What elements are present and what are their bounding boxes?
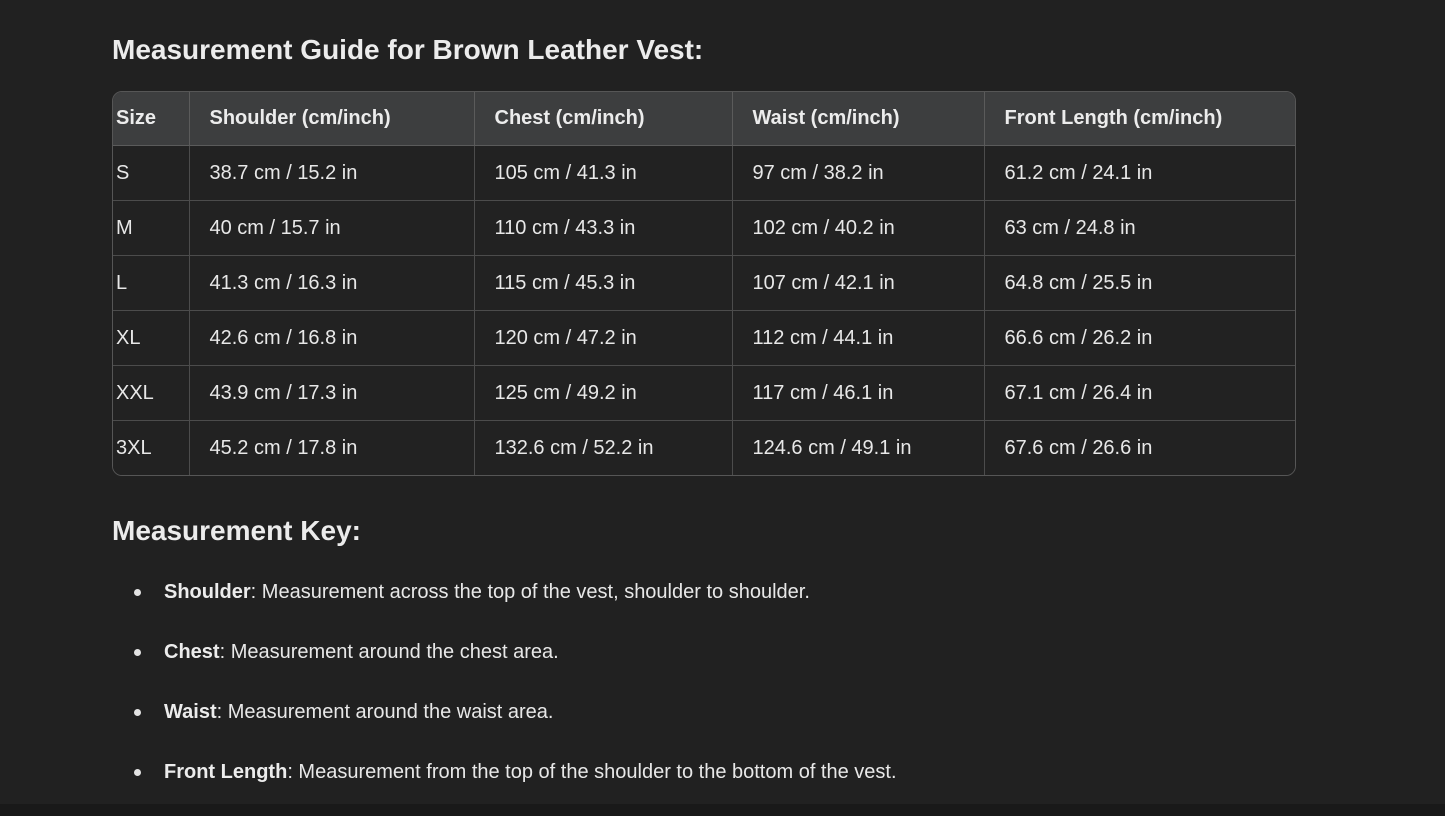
- size-chart-table: [113, 92, 1295, 475]
- measurement-cell: 112 cm / 44.1 in: [732, 311, 984, 366]
- measurement-key-heading: Measurement Key:: [112, 515, 361, 546]
- key-definition: : Measurement around the waist area.: [216, 701, 554, 723]
- size-cell: S: [113, 146, 189, 201]
- measurement-cell: 64.8 cm / 25.5 in: [984, 256, 1295, 311]
- key-item: [112, 761, 1296, 784]
- measurement-cell: 97 cm / 38.2 in: [732, 146, 984, 201]
- key-item: [112, 641, 1296, 664]
- key-term: Front Length: [164, 761, 288, 783]
- measurement-cell: 117 cm / 46.1 in: [732, 366, 984, 421]
- measurement-cell: 67.1 cm / 26.4 in: [984, 366, 1295, 421]
- key-definition: : Measurement around the chest area.: [219, 641, 559, 663]
- column-header: Shoulder (cm/inch): [189, 92, 474, 146]
- measurement-cell: 124.6 cm / 49.1 in: [732, 421, 984, 476]
- key-term: Shoulder: [164, 581, 251, 603]
- key-item: [112, 701, 1296, 724]
- key-item: [112, 581, 1296, 604]
- measurement-cell: 115 cm / 45.3 in: [474, 256, 732, 311]
- measurement-cell: 120 cm / 47.2 in: [474, 311, 732, 366]
- measurement-cell: 40 cm / 15.7 in: [189, 201, 474, 256]
- measurement-cell: 42.6 cm / 16.8 in: [189, 311, 474, 366]
- size-cell: M: [113, 201, 189, 256]
- table-row: [113, 146, 1295, 201]
- measurement-cell: 67.6 cm / 26.6 in: [984, 421, 1295, 476]
- footer-divider: [0, 804, 1445, 816]
- measurement-cell: 38.7 cm / 15.2 in: [189, 146, 474, 201]
- measurement-cell: 45.2 cm / 17.8 in: [189, 421, 474, 476]
- table-row: [113, 256, 1295, 311]
- measurement-cell: 132.6 cm / 52.2 in: [474, 421, 732, 476]
- key-definition: : Measurement across the top of the vest, shoulder to shoulder.: [250, 581, 810, 603]
- bullet-icon: [134, 769, 141, 776]
- measurement-cell: 41.3 cm / 16.3 in: [189, 256, 474, 311]
- bullet-icon: [134, 649, 141, 656]
- size-cell: XXL: [113, 366, 189, 421]
- measurement-cell: 102 cm / 40.2 in: [732, 201, 984, 256]
- page-title: Measurement Guide for Brown Leather Vest:: [112, 34, 704, 65]
- measurement-cell: 107 cm / 42.1 in: [732, 256, 984, 311]
- table-header-row: [113, 92, 1295, 146]
- size-cell: XL: [113, 311, 189, 366]
- table-row: [113, 421, 1295, 476]
- column-header: Size: [113, 92, 189, 146]
- table-row: [113, 366, 1295, 421]
- column-header: Front Length (cm/inch): [984, 92, 1295, 146]
- table-body: [113, 146, 1295, 476]
- measurement-cell: 105 cm / 41.3 in: [474, 146, 732, 201]
- size-chart-table-wrapper: [112, 91, 1296, 476]
- measurement-cell: 125 cm / 49.2 in: [474, 366, 732, 421]
- bullet-icon: [134, 709, 141, 716]
- key-definition: : Measurement from the top of the shoulder to the bottom of the vest.: [287, 761, 897, 783]
- measurement-cell: 110 cm / 43.3 in: [474, 201, 732, 256]
- table-row: [113, 311, 1295, 366]
- measurement-key-list: [112, 581, 1296, 784]
- key-term: Waist: [164, 701, 217, 723]
- table-row: [113, 201, 1295, 256]
- measurement-cell: 63 cm / 24.8 in: [984, 201, 1295, 256]
- key-term: Chest: [164, 641, 220, 663]
- column-header: Waist (cm/inch): [732, 92, 984, 146]
- bullet-icon: [134, 589, 141, 596]
- measurement-cell: 43.9 cm / 17.3 in: [189, 366, 474, 421]
- measurement-cell: 61.2 cm / 24.1 in: [984, 146, 1295, 201]
- column-header: Chest (cm/inch): [474, 92, 732, 146]
- size-cell: L: [113, 256, 189, 311]
- size-cell: 3XL: [113, 421, 189, 476]
- measurement-cell: 66.6 cm / 26.2 in: [984, 311, 1295, 366]
